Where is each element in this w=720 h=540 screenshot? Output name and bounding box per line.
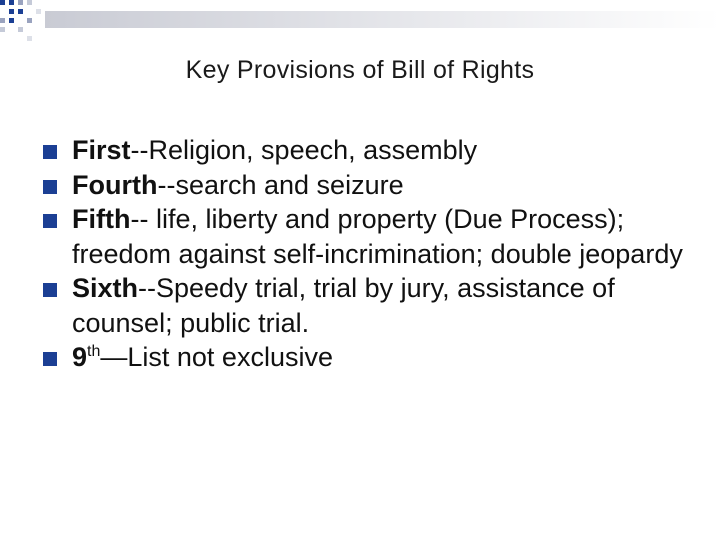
bullet-item xyxy=(42,133,712,168)
amendment-description: -- life, liberty and property (Due Process); freedom against self-incrimination; double jeopardy xyxy=(72,204,683,269)
amendment-description: --Speedy trial, trial by jury, assistance of counsel; public trial. xyxy=(72,273,615,338)
amendment-description: --Religion, speech, assembly xyxy=(130,135,478,165)
ordinal-suffix: th xyxy=(87,343,101,360)
amendment-term: First xyxy=(72,135,131,165)
slide-title: Key Provisions of Bill of Rights xyxy=(185,56,535,84)
header-decoration xyxy=(0,0,720,50)
square-bullet-icon xyxy=(43,180,57,194)
square-bullet-icon xyxy=(43,283,57,297)
amendment-term: 9 xyxy=(72,342,88,372)
bullet-item xyxy=(42,271,712,340)
square-bullet-icon xyxy=(43,214,57,228)
amendment-term: Sixth xyxy=(72,273,139,303)
amendment-term: Fifth xyxy=(72,204,131,234)
bullet-item xyxy=(42,202,712,271)
amendment-description: --search and seizure xyxy=(157,169,404,200)
bullet-list xyxy=(42,133,712,375)
bullet-item xyxy=(42,168,712,203)
square-bullet-icon xyxy=(43,145,57,159)
amendment-term: Fourth xyxy=(72,169,158,200)
bullet-item xyxy=(42,340,712,375)
amendment-description: —List not exclusive xyxy=(100,342,333,372)
square-bullet-icon xyxy=(43,352,57,366)
